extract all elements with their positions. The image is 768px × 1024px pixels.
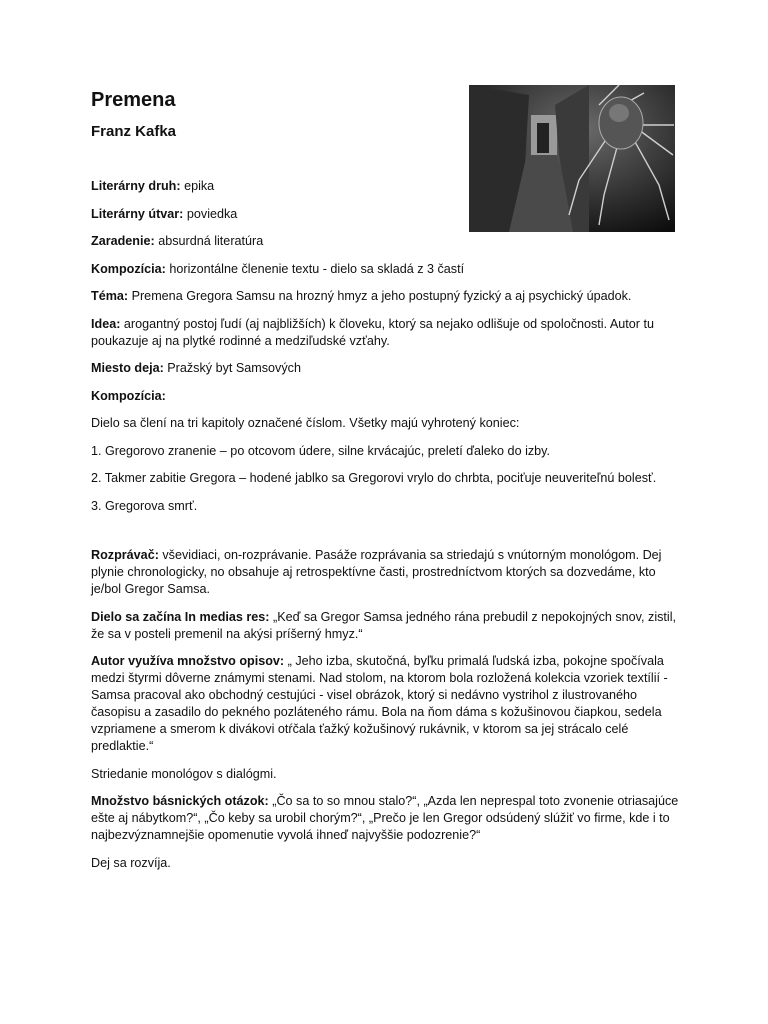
field-label: Téma: — [91, 289, 129, 303]
field-value: arogantný postoj ľudí (aj najbližších) k človeku, ktorý sa nejako odlišuje od spoločnosti. Autor tu poukazuje aj na plytké rodinné a medziľudské vzťahy. — [91, 316, 655, 348]
closing-paragraph: Dej sa rozvíja. — [91, 855, 171, 870]
narrator-text: vševidiaci, on-rozprávanie. Pasáže rozprávania sa striedajú s vnútorným monológom. Dej plynie chronologicky, no obsahuje aj retrospektívne časti, prostredníctvom ktorých sa dozvedáme, kto je/bol Gregor Samsa. — [91, 548, 662, 596]
monologues-paragraph: Striedanie monológov s dialógmi. — [91, 766, 277, 781]
chapter-item: 2. Takmer zabitie Gregora – hodené jablko sa Gregorovi vrylo do chrbta, pociťuje neuveriteľnú bolesť. — [91, 471, 657, 485]
document-body — [91, 178, 681, 872]
field-theme — [91, 288, 681, 305]
questions-paragraph — [91, 793, 681, 844]
field-composition — [91, 261, 681, 278]
opening-label: Dielo sa začína In medias res: — [91, 609, 270, 624]
composition-heading: Kompozícia: — [91, 388, 166, 403]
field-label: Literárny útvar: — [91, 206, 184, 221]
field-label: Zaradenie: — [91, 234, 155, 248]
field-label: Idea: — [91, 316, 121, 331]
narrator-label: Rozprávač: — [91, 548, 159, 562]
field-idea — [91, 316, 681, 350]
field-literary-form — [91, 206, 681, 223]
questions-label: Množstvo básnických otázok: — [91, 794, 269, 808]
document-page — [91, 86, 681, 882]
chapter-item: 1. Gregorovo zranenie – po otcovom údere, silne krvácajúc, preletí ďaleko do izby. — [91, 443, 551, 458]
field-value: horizontálne členenie textu - dielo sa skladá z 3 častí — [165, 261, 465, 276]
field-literary-type — [91, 178, 681, 195]
spacer — [91, 525, 681, 547]
composition-intro: Dielo sa člení na tri kapitoly označené číslom. Všetky majú vyhrotený koniec: — [91, 416, 520, 430]
opening-text: „Keď sa Gregor Samsa jedného rána prebudil z nepokojných snov, zistil, že sa v posteli premenil na akýsi príšerný hmyz.“ — [91, 609, 677, 641]
field-value: Pražský byt Samsových — [163, 361, 301, 375]
document-title: Premena — [91, 89, 176, 111]
field-label: Kompozícia: — [91, 261, 166, 276]
field-setting — [91, 360, 681, 377]
field-value: epika — [180, 179, 215, 193]
narrator-paragraph — [91, 547, 681, 598]
descriptions-label: Autor využíva množstvo opisov: — [91, 654, 285, 668]
field-classification — [91, 233, 681, 250]
questions-text: „Čo sa to so mnou stalo?“, „Azda len neprespal toto zvonenie otriasajúce ešte aj nábytkom?“, „Čo keby sa urobil chorým?“, „Prečo je len Gregor odsúdený slúžiť vo firme, kde i to najbezvýznamnejšie opomenutie vyvolá ihneď najvyššie podozrenie?“ — [91, 794, 679, 842]
descriptions-paragraph — [91, 653, 681, 755]
opening-paragraph — [91, 609, 681, 643]
field-label: Literárny druh: — [91, 179, 181, 193]
field-label: Miesto deja: — [91, 361, 164, 375]
chapter-item: 3. Gregorova smrť. — [91, 498, 198, 513]
document-author: Franz Kafka — [91, 123, 177, 140]
field-value: absurdná literatúra — [154, 234, 264, 248]
field-value: poviedka — [183, 206, 238, 221]
descriptions-text: „ Jeho izba, skutočná, byľku primalá ľudská izba, pokojne spočívala medzi štyrmi dôverne známymi stenami. Nad stolom, na ktorom bola rozložená kolekcia vzoriek textílií - Samsa pracoval ako obchodný cestujúci - visel obrázok, ktorý si nedávno vystrihol z ilustrovaného časopisu a zasadilo do pekného pozláteného rámu. Bola na ňom dáma s kožušinovou čiapkou, sedela vzpriamene a smerom k divákovi otŕčala ťažký kožušinový rukávnik, v ktorom sa jej strácalo celé predlaktie.“ — [91, 654, 668, 753]
field-value: Premena Gregora Samsu na hrozný hmyz a jeho postupný fyzický a aj psychický úpadok. — [128, 289, 632, 303]
